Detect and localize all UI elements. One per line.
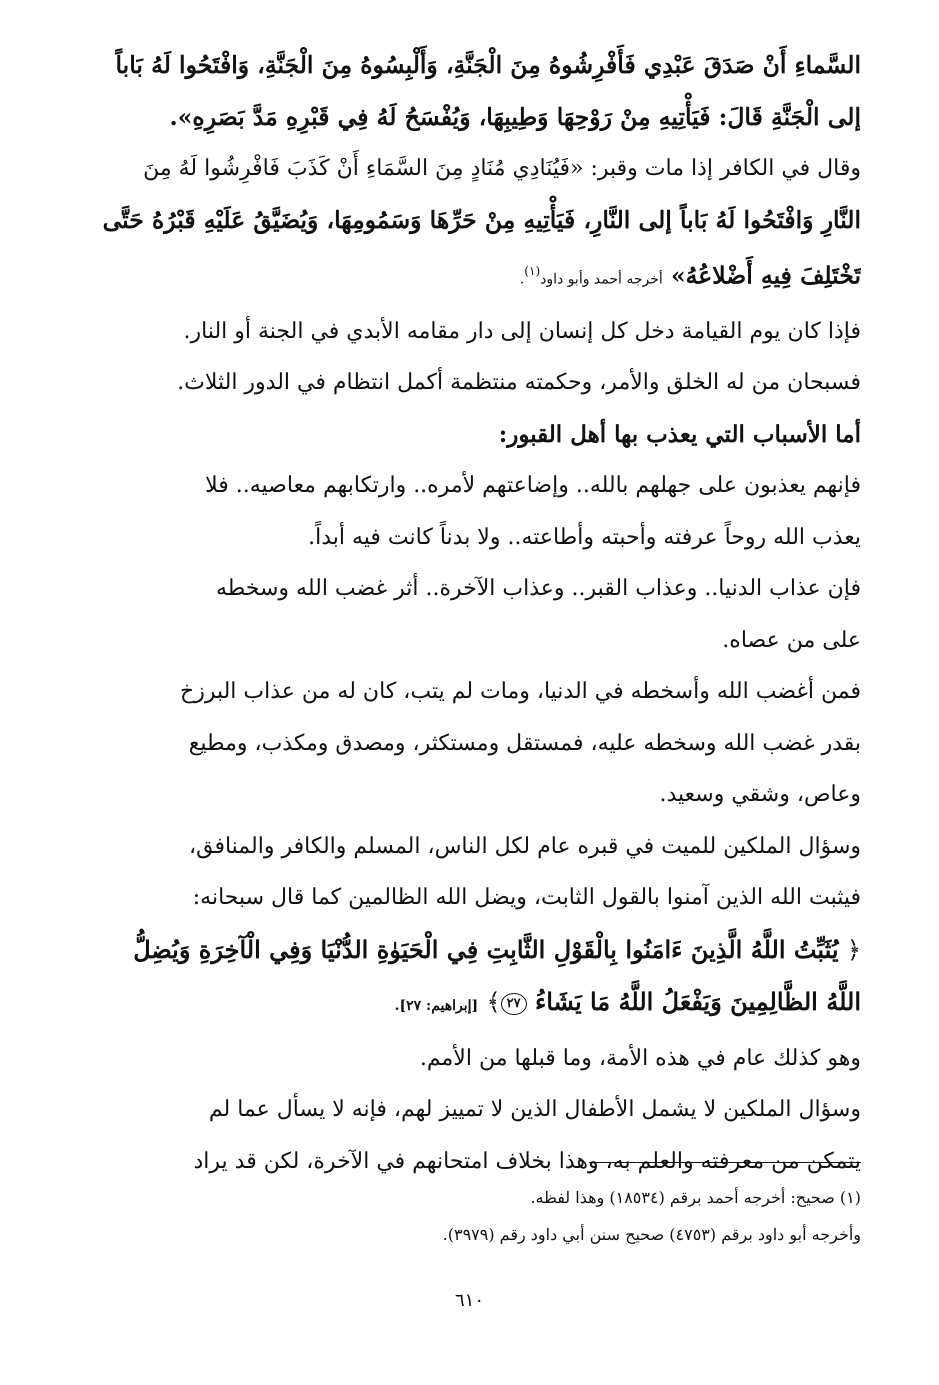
quran-text: يُثَبِّتُ اللَّهُ الَّذِينَ ءَامَنُوا بِالْقَوْلِ الثَّابِتِ فِي الْحَيَوٰةِ الدُّنْيَا وَفِي الْآخِرَةِ وَيُضِلُّ <box>133 934 839 964</box>
text-line: وعاص، وشقي وسعيد. <box>659 782 861 808</box>
text-line: فمن أغضب الله وأسخطه في الدنيا، ومات لم يتب، كان له من عذاب البرزخ <box>180 679 861 705</box>
ayah-number-badge: ٢٧ <box>501 993 527 1015</box>
text-line: يتمكن من معرفته والعلم به، وهذا بخلاف امتحانهم في الآخرة، لكن قد يراد <box>193 1148 861 1174</box>
quran-verse-line <box>78 976 861 1033</box>
text-line: فإن عذاب الدنيا.. وعذاب القبر.. وعذاب الآخرة.. أثر غضب الله وسخطه <box>215 576 861 602</box>
footnote-marker: (١) <box>524 264 541 278</box>
hadith-line: إلى الْجَنَّةِ قَالَ: فَيَأْتِيهِ مِنْ رَوْحِهَا وَطِيبِهَا، وَيُفْسَحُ لَهُ فِي قَبْرِهِ مَدَّ بَصَرِهِ». <box>169 102 861 131</box>
quran-close-bracket: ﴾ <box>486 988 501 1017</box>
text-line: وهو كذلك عام في هذه الأمة، وما قبلها من الأمم. <box>419 1045 861 1071</box>
hadith-text: تَخْتَلِفَ فِيهِ أَضْلاعُهُ» <box>662 261 861 290</box>
hadith-line: النَّارِ وَافْتَحُوا لَهُ بَاباً إلى النَّارِ، فَيَأْتِيهِ مِنْ حَرِّهَا وَسَمُومِهَا، وَيُضَيَّقُ عَلَيْهِ قَبْرُهُ حَتَّى <box>102 205 861 234</box>
text-line: وسؤال الملكين لا يشمل الأطفال الذين لا تمييز لهم، فإنه لا يسأل عما لم <box>208 1097 861 1123</box>
hadith-line: السَّماءِ أَنْ صَدَقَ عَبْدِي فَأَفْرِشُوهُ مِنَ الْجَنَّةِ، وَأَلْبِسُوهُ مِنَ الْجَنَّةِ، وَافْتَحُوا لَهُ بَاباً <box>115 51 861 79</box>
quran-reference: [إبراهيم: ٢٧]. <box>394 998 479 1015</box>
quran-text: اللَّهُ الظَّالِمِينَ وَيَفْعَلُ اللَّهُ مَا يَشَاءُ <box>534 987 861 1017</box>
text-line: فيثبت الله الذين آمنوا بالقول الثابت، ويضل الله الظالمين كما قال سبحانه: <box>192 885 861 911</box>
quran-open-bracket: ﴿ <box>846 935 861 964</box>
page-number: ٦١٠ <box>454 1290 484 1311</box>
text-line: فإنهم يعذبون على جهلهم بالله.. وإضاعتهم لأمره.. وارتكابهم معاصيه.. فلا <box>205 473 861 499</box>
text-line: يعذب الله روحاً عرفته وأحبته وأطاعته.. ولا بدناً كانت فيه أبداً. <box>308 524 861 550</box>
text-line: وسؤال الملكين للميت في قبره عام لكل الناس، المسلم والكافر والمنافق، <box>189 833 861 859</box>
hadith-intro-text: وقال في الكافر إذا مات وقبر: «فَيُنَادِي مُنَادٍ مِنَ السَّمَاءِ أَنْ كَذَبَ فَافْرِشُوا لَهُ مِنَ <box>143 156 861 181</box>
main-text <box>78 40 861 1187</box>
footnote: وأخرجه أبو داود برقم (٤٧٥٣) صحيح سنن أبي داود رقم (٣٩٧٩). <box>442 1225 861 1244</box>
hadith-end-line: تَخْتَلِفَ فِيهِ أَضْلاعُهُ» أخرجه أحمد وأبو داود$^{(١)}$. <box>519 261 861 290</box>
text-line: بقدر غضب الله وسخطه عليه، فمستقل ومستكثر، ومصدق ومكذب، ومطيع <box>188 730 861 756</box>
hadith-reference: أخرجه أحمد وأبو داود <box>540 271 663 288</box>
text-line: فسبحان من له الخلق والأمر، وحكمته منتظمة أكمل انتظام في الدور الثلاث. <box>177 370 861 396</box>
text-line: فإذا كان يوم القيامة دخل كل إنسان إلى دار مقامه الأبدي في الجنة أو النار. <box>183 318 861 344</box>
text-line: على من عصاه. <box>722 627 861 653</box>
section-heading: أما الأسباب التي يعذب بها أهل القبور: <box>498 420 861 448</box>
footnote: (١) صحيح: أخرجه أحمد برقم (١٨٥٣٤) وهذا لفظه. <box>530 1188 861 1207</box>
footnote-separator <box>589 1162 861 1163</box>
quran-verse-line <box>78 924 861 977</box>
text-line <box>78 143 861 195</box>
